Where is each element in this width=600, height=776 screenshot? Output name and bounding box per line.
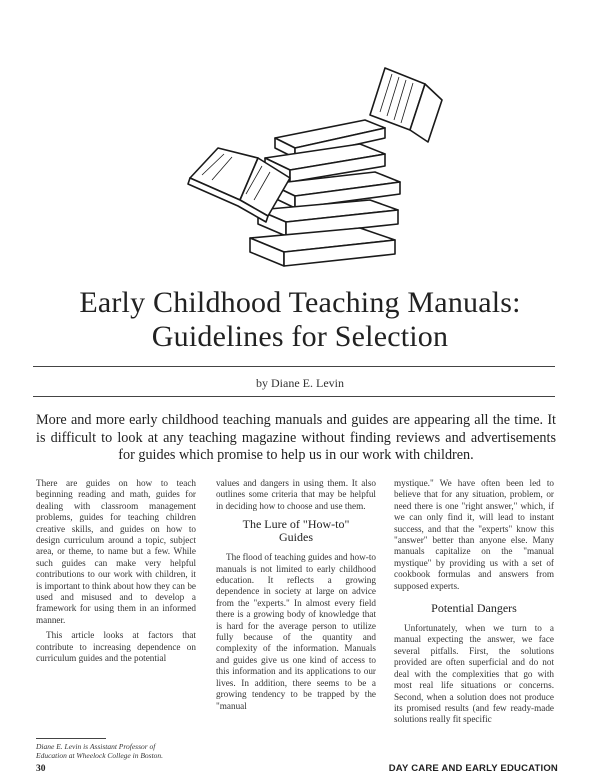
column-3 bbox=[394, 478, 554, 730]
lead-paragraph: More and more early childhood teaching manuals and guides are appearing all the time. It is difficult to look at any teaching magazine without finding reviews and advertisements for guides which promise to help us in our work with children. bbox=[36, 412, 556, 463]
byline: by Diane E. Levin bbox=[256, 376, 344, 390]
author-footnote bbox=[36, 742, 201, 760]
column-2 bbox=[216, 478, 376, 716]
article-title bbox=[0, 286, 600, 354]
title-line-2: Guidelines for Selection bbox=[151, 320, 449, 353]
section-heading-lure bbox=[216, 518, 376, 544]
col1-paragraph-2: This article looks at factors that contribute to increasing dependence on curriculum guides and the potential bbox=[36, 630, 196, 664]
magazine-name: DAY CARE AND EARLY EDUCATION bbox=[388, 763, 558, 774]
section-heading-lure-line-2: Guides bbox=[279, 530, 313, 545]
column-1 bbox=[36, 478, 196, 669]
page-number: 30 bbox=[36, 764, 46, 774]
books-illustration bbox=[180, 60, 450, 270]
section-heading-lure-line-1: The Lure of "How-to" bbox=[242, 517, 350, 532]
col3-paragraph-2: Unfortunately, when we turn to a manual expecting the answer, we face several pitfalls. First, the solutions provided are often superficial and do not deal with the complexities that go with most real life situations or concerns. Second, when a solution does not produce its promised results (and few ready-made solutions really fit specific bbox=[394, 623, 554, 725]
col2-paragraph-1: values and dangers in using them. It also outlines some criteria that may be helpful in deciding how to choose and use them. bbox=[216, 478, 376, 511]
col3-paragraph-1: mystique." We have often been led to believe that for any situation, problem, or need there is one "right answer," which, if we can only find it, will lead to instant success, and that the "experts" know this "answer" better than anyone else. Many manuals capitalize on the "manual mystique" by providing us with a set of cookbook formulas and answers from supposed experts. bbox=[394, 478, 554, 591]
footnote-rule bbox=[36, 738, 106, 739]
byline-bottom-rule bbox=[33, 396, 555, 397]
col1-paragraph-1: There are guides on how to teach beginning reading and math, guides for dealing with classroom management problems, guides for teaching children creative skills, and guides on how to design curriculum around a topic, subject area, or theme, to name but a few. While such guides can make very helpful contributions to our work with children, it is important to think about how they can be used and misused and to develop a framework for using them in an informed manner. bbox=[36, 478, 196, 625]
col2-paragraph-2: The flood of teaching guides and how-to manuals is not limited to early childhood education. It reflects a growing dependence in society at large on advice from the "experts." In almost every field there is a growing body of knowledge that is hard for the average person to utilize fully because of the quantity and complexity of the information. Manuals and guides give us one kind of access to this information and its applications to our lives. In addition, there seems to be a growing tendency to be trapped by the "manual bbox=[216, 552, 376, 711]
title-line-1: Early Childhood Teaching Manuals: bbox=[79, 286, 521, 319]
footnote-line-2: Education at Wheelock College in Boston. bbox=[36, 751, 164, 760]
byline-top-rule bbox=[33, 366, 555, 367]
section-heading-dangers: Potential Dangers bbox=[431, 601, 517, 616]
footnote-line-1: Diane E. Levin is Assistant Professor of bbox=[36, 742, 156, 751]
